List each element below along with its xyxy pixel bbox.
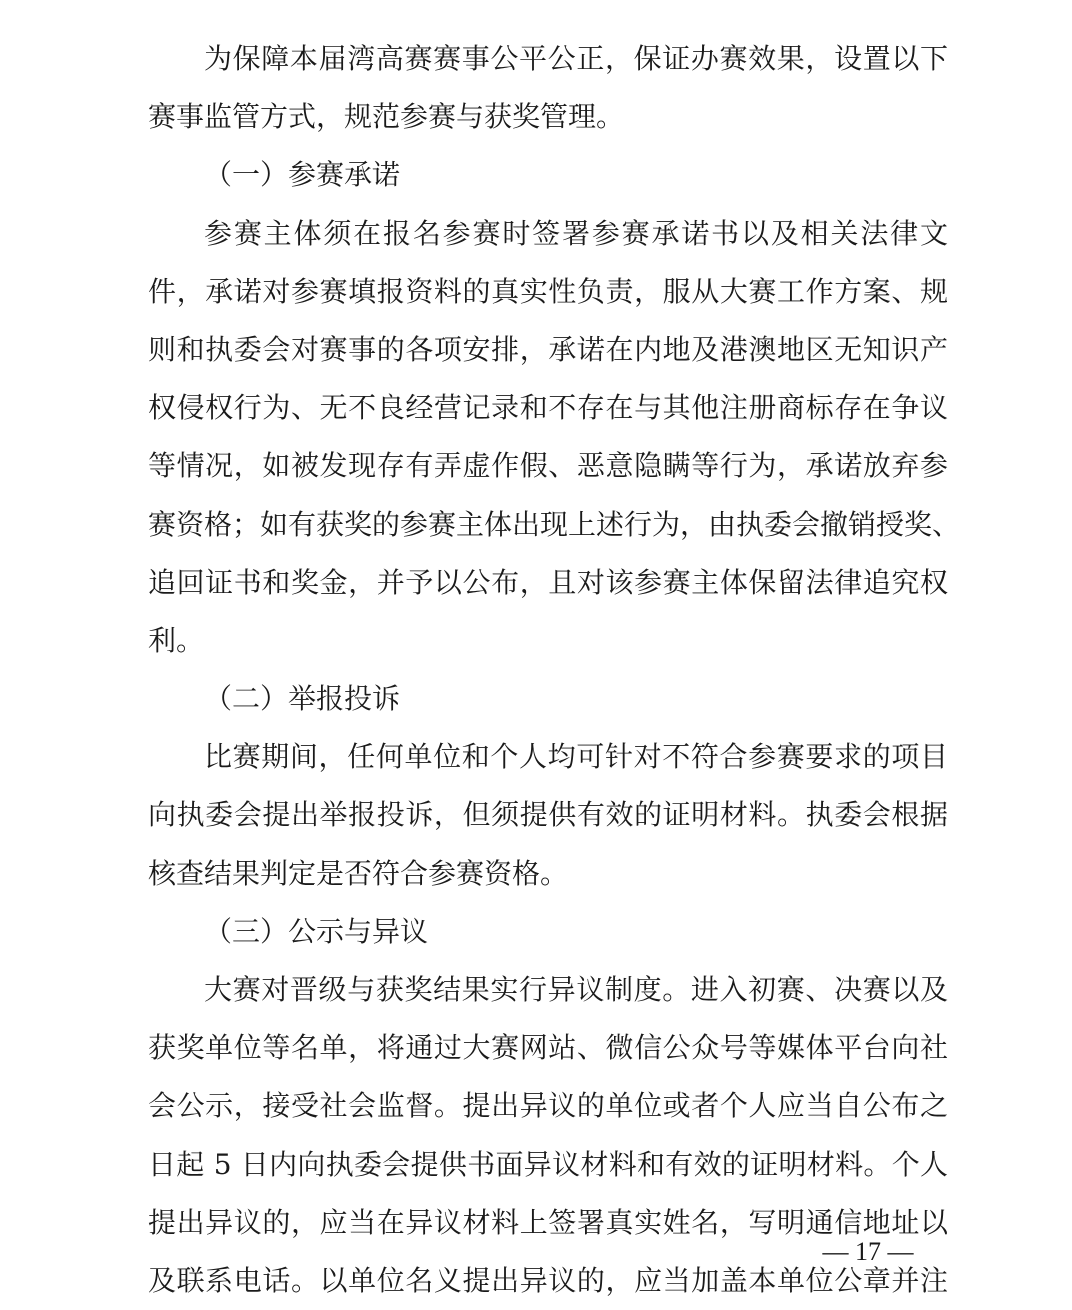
paragraph-objection-line-5: 提出异议的，应当在异议材料上签署真实姓名，写明通信地址以 — [148, 1205, 948, 1239]
paragraph-pledge-line-2: 件，承诺对参赛填报资料的真实性负责，服从大赛工作方案、规 — [148, 274, 948, 308]
paragraph-intro-line-1: 为保障本届湾高赛赛事公平公正，保证办赛效果，设置以下 — [204, 42, 948, 75]
paragraph-objection-line-2: 获奖单位等名单，将通过大赛网站、微信公众号等媒体平台向社 — [148, 1031, 948, 1065]
paragraph-pledge-line-1: 参赛主体须在报名参赛时签署参赛承诺书以及相关法律文 — [204, 216, 948, 250]
paragraph-objection-line-4: 日起 5 日内向执委会提供书面异议材料和有效的证明材料。个人 — [148, 1147, 948, 1181]
paragraph-objection-line-1: 大赛对晋级与获奖结果实行异议制度。进入初赛、决赛以及 — [204, 973, 948, 1006]
paragraph-objection-line-3: 会公示，接受社会监督。提出异议的单位或者个人应当自公布之 — [148, 1089, 948, 1123]
paragraph-pledge-line-7: 追回证书和奖金，并予以公布，且对该参赛主体保留法律追究权 — [148, 565, 948, 599]
page-footer — [0, 1232, 1072, 1272]
paragraph-pledge-line-8: 利。 — [148, 623, 205, 657]
paragraph-pledge-line-3: 则和执委会对赛事的各项安排，承诺在内地及港澳地区无知识产 — [148, 332, 948, 366]
paragraph-intro-line-2: 赛事监管方式，规范参赛与获奖管理。 — [148, 100, 625, 134]
paragraph-report-line-1: 比赛期间，任何单位和个人均可针对不符合参赛要求的项目 — [204, 740, 948, 774]
section-heading-participation-pledge: （一）参赛承诺 — [204, 158, 401, 192]
page-number: — 17 — — [822, 1237, 914, 1266]
section-heading-report-complaint: （二）举报投诉 — [204, 682, 401, 716]
paragraph-report-line-3: 核查结果判定是否符合参赛资格。 — [148, 856, 569, 890]
paragraph-pledge-line-5: 等情况，如被发现存有弄虚作假、恶意隐瞒等行为，承诺放弃参 — [148, 449, 948, 483]
document-body — [148, 30, 961, 1310]
paragraph-pledge-line-4: 权侵权行为、无不良经营记录和不存在与其他注册商标存在争议 — [148, 391, 948, 425]
paragraph-report-line-2: 向执委会提出举报投诉，但须提供有效的证明材料。执委会根据 — [148, 798, 948, 832]
paragraph-objection-line-6: 及联系电话。以单位名义提出异议的，应当加盖本单位公章并注 — [148, 1263, 948, 1297]
paragraph-pledge-line-6: 赛资格；如有获奖的参赛主体出现上述行为，由执委会撤销授奖、 — [148, 507, 961, 541]
section-heading-publicity-objection: （三）公示与异议 — [204, 914, 429, 948]
